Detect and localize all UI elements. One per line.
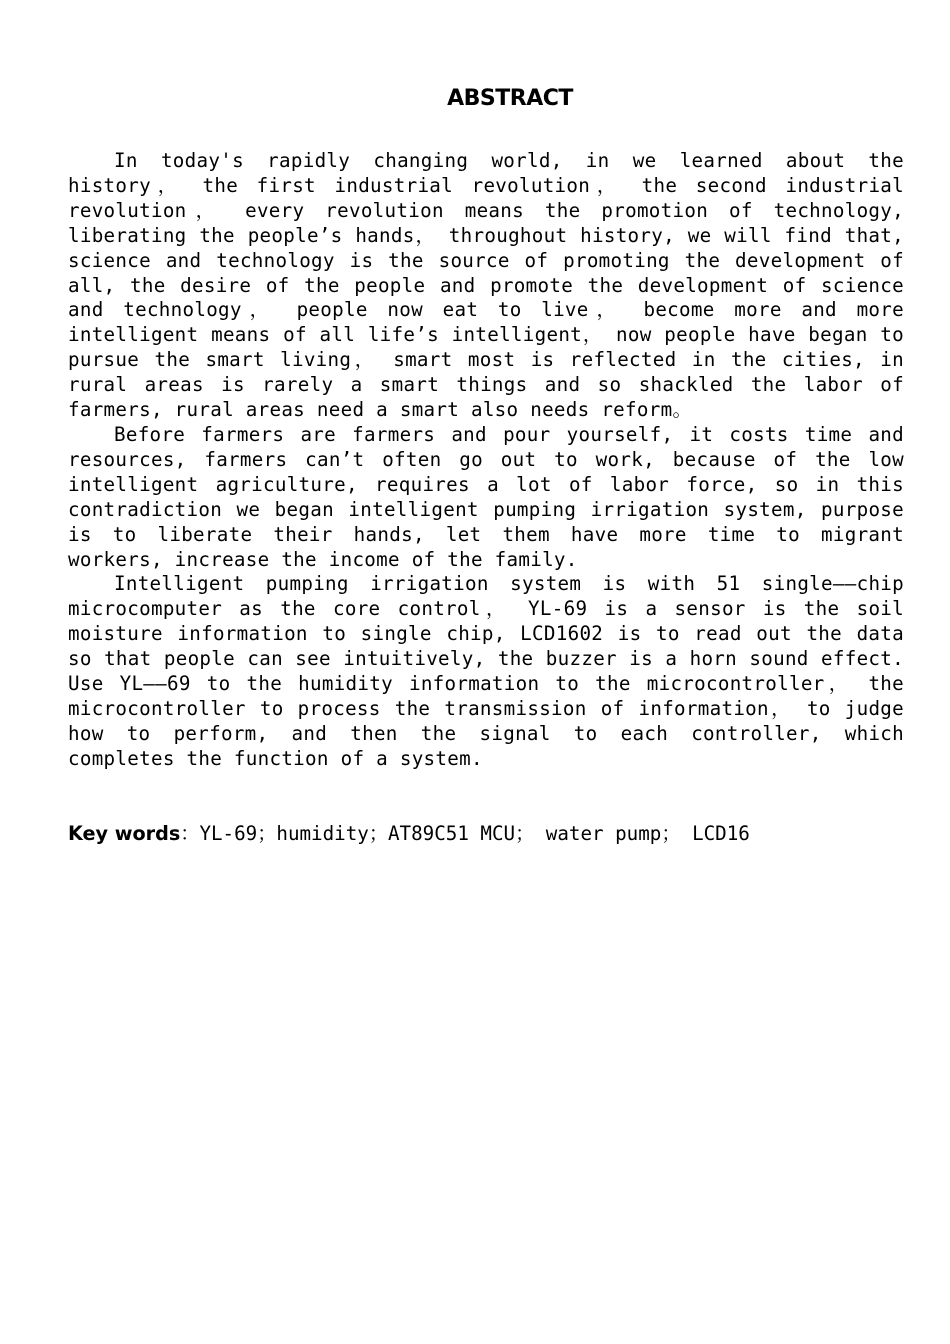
keywords-text: ：YL-69；humidity；AT89C51 MCU； water pump； LCD16: [180, 822, 750, 845]
abstract-body: [68, 149, 904, 772]
abstract-title: ABSTRACT: [447, 86, 573, 111]
keywords-line: [68, 821, 904, 847]
abstract-paragraph-3: Intelligent pumping irrigation system is with 51 single——chip microcomputer as the core control， YL-69 is a sensor is the soil moisture information to single chip, LCD1602 is to read out the data so that people can see intuitively, the buzzer is a horn sound effect. Use YL——69 to the humidity information to the microcontroller， the microcontroller to process the transmission of information， to judge how to perform, and then the signal to each controller, which completes the function of a system.: [68, 572, 904, 770]
keywords-label: Key words: [68, 822, 181, 845]
abstract-paragraph-2: Before farmers are farmers and pour yourself, it costs time and resources, farmers can’t often go out to work, because of the low intelligent agriculture, requires a lot of labor force, so in this contradiction we began intelligent pumping irrigation system, purpose is to liberate their hands, let them have more time to migrant workers, increase the income of the family.: [68, 422, 904, 571]
abstract-paragraph-1: In today's rapidly changing world, in we learned about the history， the first industrial revolution， the second industrial revolution， every revolution means the promotion of technology, liberating the people’s hands， throughout history, we will find that, science and technology is the source of promoting the development of all, the desire of the people and promote the development of science and technology， people now eat to live， become more and more intelligent means of all life’s intelligent， now people have began to pursue the smart living， smart most is reflected in the cities, in rural areas is rarely a smart things and so shackled the labor of farmers, rural areas need a smart also needs reform。: [68, 149, 904, 422]
